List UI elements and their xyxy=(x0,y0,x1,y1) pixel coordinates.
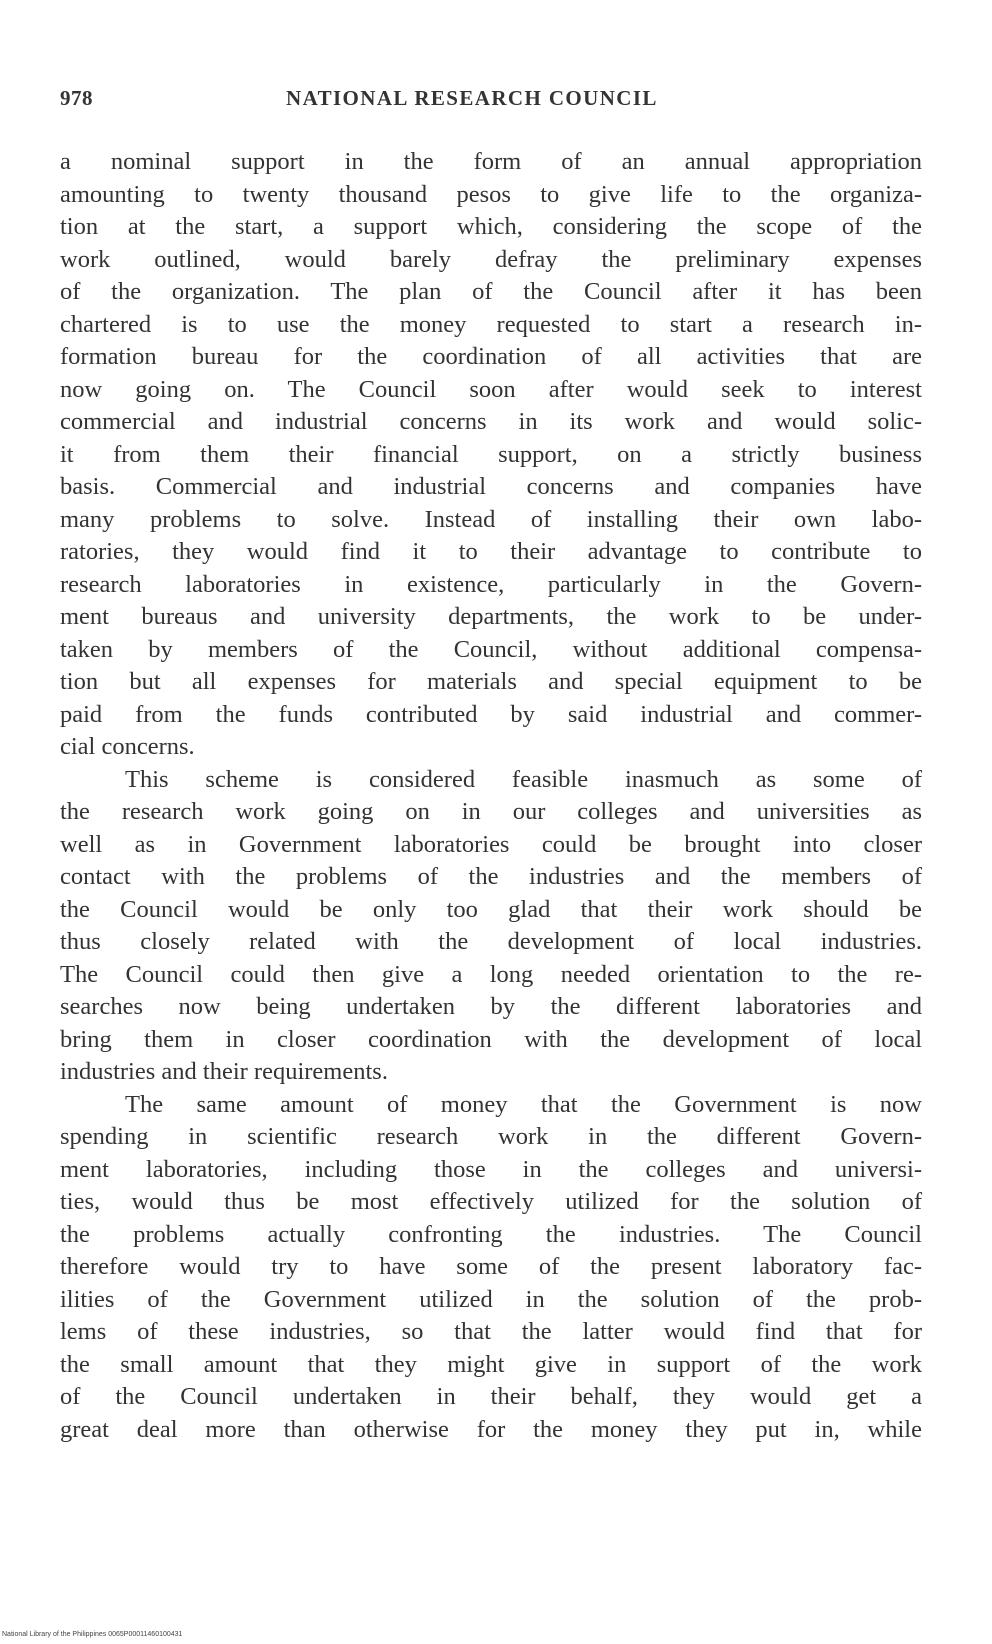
text-line: the problems actually confronting the industries. The Council xyxy=(60,1220,922,1248)
text-line: of the Council undertaken in their behalf, they would get a xyxy=(60,1383,922,1410)
text-line: ilities of the Government utilized in the solution of the prob- xyxy=(60,1285,922,1313)
text-line: paid from the funds contributed by said industrial and commer- xyxy=(60,700,922,728)
text-line: ment laboratories, including those in the colleges and universi- xyxy=(60,1155,922,1183)
text-line: of the organization. The plan of the Council after it has been xyxy=(60,278,922,305)
text-line: basis. Commercial and industrial concerns and companies have xyxy=(60,473,922,500)
text-line: contact with the problems of the industries and the members of xyxy=(60,863,922,890)
paragraph-3 xyxy=(60,1089,922,1447)
text-line: now going on. The Council soon after would seek to interest xyxy=(60,375,922,403)
text-line: well as in Government laboratories could be brought into closer xyxy=(60,830,922,858)
text-line: ratories, they would find it to their advantage to contribute to xyxy=(60,538,922,565)
text-line: tion at the start, a support which, considering the scope of the xyxy=(60,213,922,240)
text-line: the research work going on in our colleges and universities as xyxy=(60,798,922,825)
text-line: it from them their financial support, on a strictly business xyxy=(60,440,922,468)
text-line: spending in scientific research work in the different Govern- xyxy=(60,1123,922,1150)
text-line: ties, would thus be most effectively utilized for the solution of xyxy=(60,1188,922,1215)
body-text xyxy=(60,146,922,1446)
text-line: the Council would be only too glad that their work should be xyxy=(60,895,922,923)
running-head: NATIONAL RESEARCH COUNCIL xyxy=(286,86,658,110)
text-line: taken by members of the Council, without additional compensa- xyxy=(60,635,922,663)
text-line: commercial and industrial concerns in its work and would solic- xyxy=(60,408,922,435)
text-line: lems of these industries, so that the latter would find that for xyxy=(60,1318,922,1345)
text-line: many problems to solve. Instead of installing their own labo- xyxy=(60,505,922,533)
paragraph-2 xyxy=(60,764,922,1089)
text-line: the small amount that they might give in support of the work xyxy=(60,1350,922,1378)
text-line: bring them in closer coordination with the development of local xyxy=(60,1025,922,1053)
text-line: This scheme is considered feasible inasmuch as some of xyxy=(125,765,922,793)
text-line: a nominal support in the form of an annual appropriation xyxy=(60,148,922,175)
text-line: work outlined, would barely defray the preliminary expenses xyxy=(60,245,922,273)
paragraph-1 xyxy=(60,146,922,764)
scan-footer-note: National Library of the Philippines 0065P00011460100431 xyxy=(2,1631,183,1638)
text-line: cial concerns. xyxy=(60,733,195,760)
text-line: research laboratories in existence, particularly in the Govern- xyxy=(60,570,922,598)
page-number: 978 xyxy=(60,86,93,110)
text-line: great deal more than otherwise for the money they put in, while xyxy=(60,1415,922,1443)
text-line: tion but all expenses for materials and special equipment to be xyxy=(60,668,922,695)
text-line: searches now being undertaken by the different laboratories and xyxy=(60,993,922,1020)
text-line: chartered is to use the money requested to start a research in- xyxy=(60,310,922,338)
text-line: therefore would try to have some of the present laboratory fac- xyxy=(60,1253,922,1280)
text-line: formation bureau for the coordination of all activities that are xyxy=(60,343,922,370)
text-line: industries and their requirements. xyxy=(60,1058,388,1085)
text-line: thus closely related with the development of local industries. xyxy=(60,928,922,955)
text-line: ment bureaus and university departments, the work to be under- xyxy=(60,603,922,630)
text-line: The same amount of money that the Government is now xyxy=(125,1090,922,1118)
text-line: The Council could then give a long needed orientation to the re- xyxy=(60,960,922,988)
text-line: amounting to twenty thousand pesos to give life to the organiza- xyxy=(60,180,922,208)
